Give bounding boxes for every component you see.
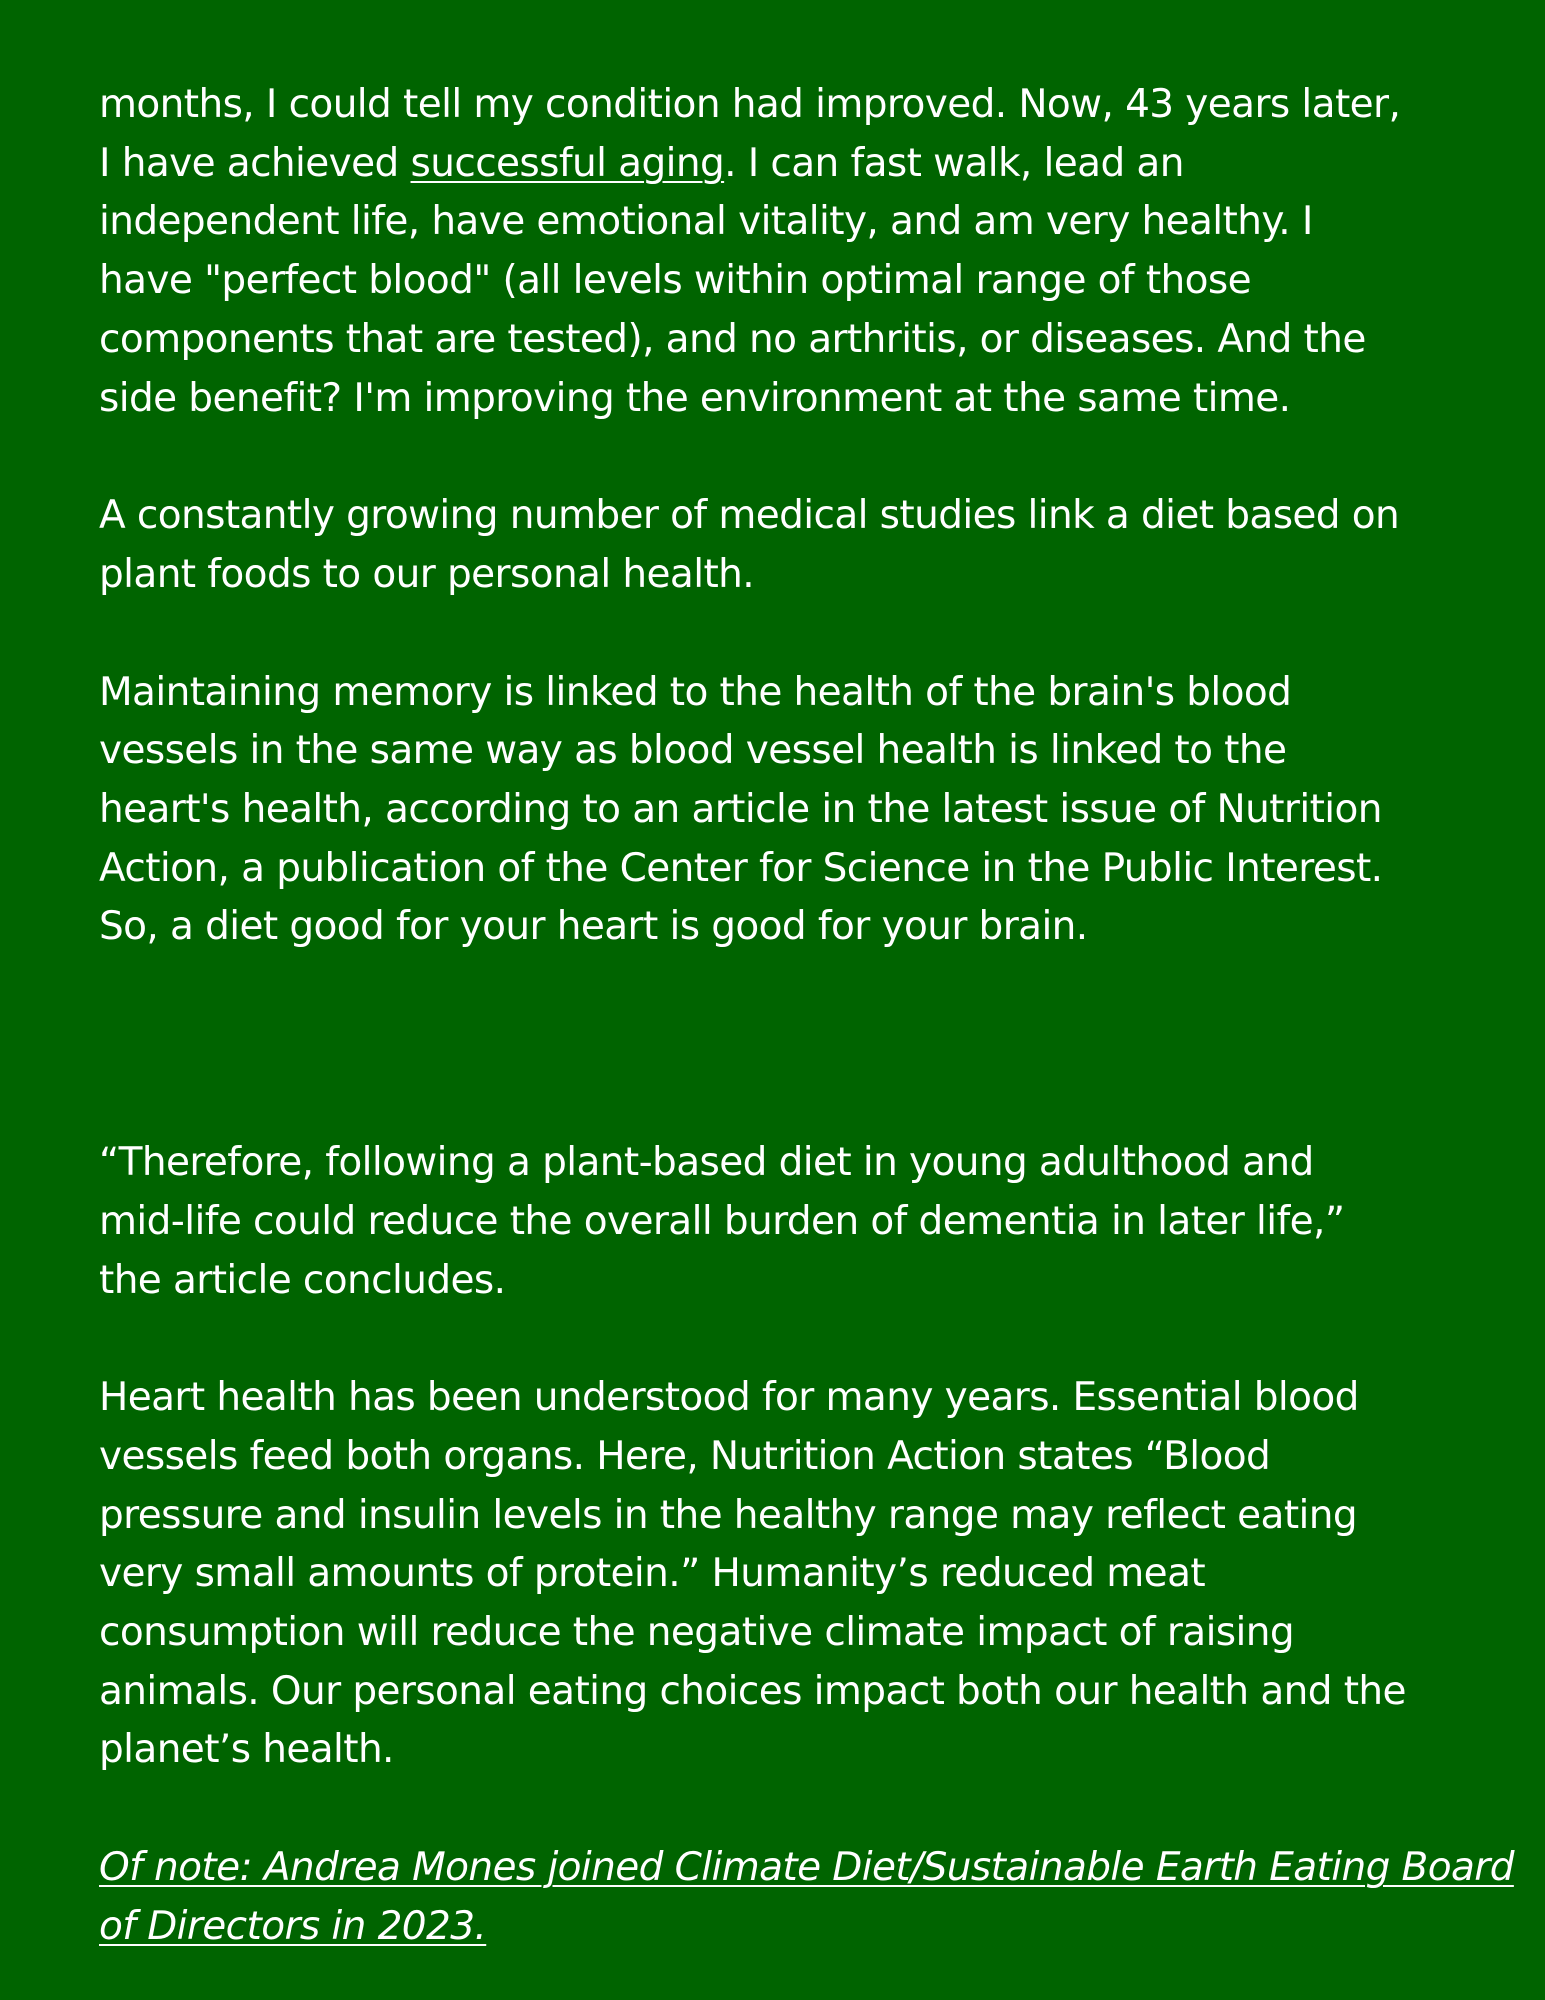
paragraph-personal-story bbox=[99, 76, 1469, 428]
note-link-line[interactable]: Of note: Andrea Mones joined Climate Diet/Sustainable Earth Eating Board bbox=[99, 1845, 1514, 1891]
paragraph-quote bbox=[99, 1134, 1469, 1310]
paragraph-spacer bbox=[99, 428, 1469, 487]
text-line: Heart health has been understood for many years. Essential blood bbox=[99, 1375, 1359, 1421]
text-line: very small amounts of protein.” Humanity’s reduced meat bbox=[99, 1551, 1206, 1597]
text-line: vessels in the same way as blood vessel health is linked to the bbox=[99, 728, 1287, 774]
text-line: months, I could tell my condition had improved. Now, 43 years later, bbox=[99, 82, 1401, 127]
text-line: planet’s health. bbox=[99, 1727, 394, 1773]
text-line: the article concludes. bbox=[99, 1257, 506, 1303]
text-line: So, a diet good for your heart is good for your brain. bbox=[99, 904, 1088, 950]
text-line: side benefit? I'm improving the environment at the same time. bbox=[99, 375, 1291, 421]
text-line: mid-life could reduce the overall burden of dementia in later life,” bbox=[99, 1198, 1345, 1244]
text-line: Action, a publication of the Center for Science in the Public Interest. bbox=[99, 845, 1383, 891]
text-line: heart's health, according to an article in the latest issue of Nutrition bbox=[99, 787, 1382, 833]
text-fragment: I have achieved bbox=[99, 140, 411, 186]
paragraph-medical-studies bbox=[99, 487, 1469, 604]
text-line: animals. Our personal eating choices impact both our health and the bbox=[99, 1668, 1406, 1714]
paragraph-spacer bbox=[99, 1310, 1469, 1369]
text-line: vessels feed both organs. Here, Nutrition Action states “Blood bbox=[99, 1433, 1271, 1479]
paragraph-spacer bbox=[99, 1780, 1469, 1839]
article-body bbox=[99, 76, 1514, 1957]
text-line: pressure and insulin levels in the healthy range may reflect eating bbox=[99, 1492, 1358, 1538]
text-line: independent life, have emotional vitality, and am very healthy. I bbox=[99, 199, 1313, 245]
note-link-line[interactable]: of Directors in 2023. bbox=[99, 1903, 487, 1949]
note-link[interactable] bbox=[99, 1839, 1514, 1956]
paragraph-heart-health bbox=[99, 1369, 1469, 1780]
text-line bbox=[99, 135, 1469, 194]
text-line: have "perfect blood" (all levels within optimal range of those bbox=[99, 258, 1252, 304]
text-line: Maintaining memory is linked to the health of the brain's blood bbox=[99, 669, 1292, 715]
text-line: consumption will reduce the negative climate impact of raising bbox=[99, 1610, 1295, 1656]
text-line: “Therefore, following a plant-based diet in young adulthood and bbox=[99, 1140, 1314, 1186]
section-spacer bbox=[99, 957, 1469, 1134]
text-line: components that are tested), and no arthritis, or diseases. And the bbox=[99, 316, 1366, 362]
paragraph-memory bbox=[99, 664, 1469, 958]
text-line: plant foods to our personal health. bbox=[99, 551, 755, 597]
successful-aging-link[interactable]: successful aging bbox=[410, 140, 725, 186]
text-line: A constantly growing number of medical studies link a diet based on bbox=[99, 493, 1400, 539]
paragraph-spacer bbox=[99, 605, 1469, 664]
text-fragment: . I can fast walk, lead an bbox=[724, 140, 1184, 186]
